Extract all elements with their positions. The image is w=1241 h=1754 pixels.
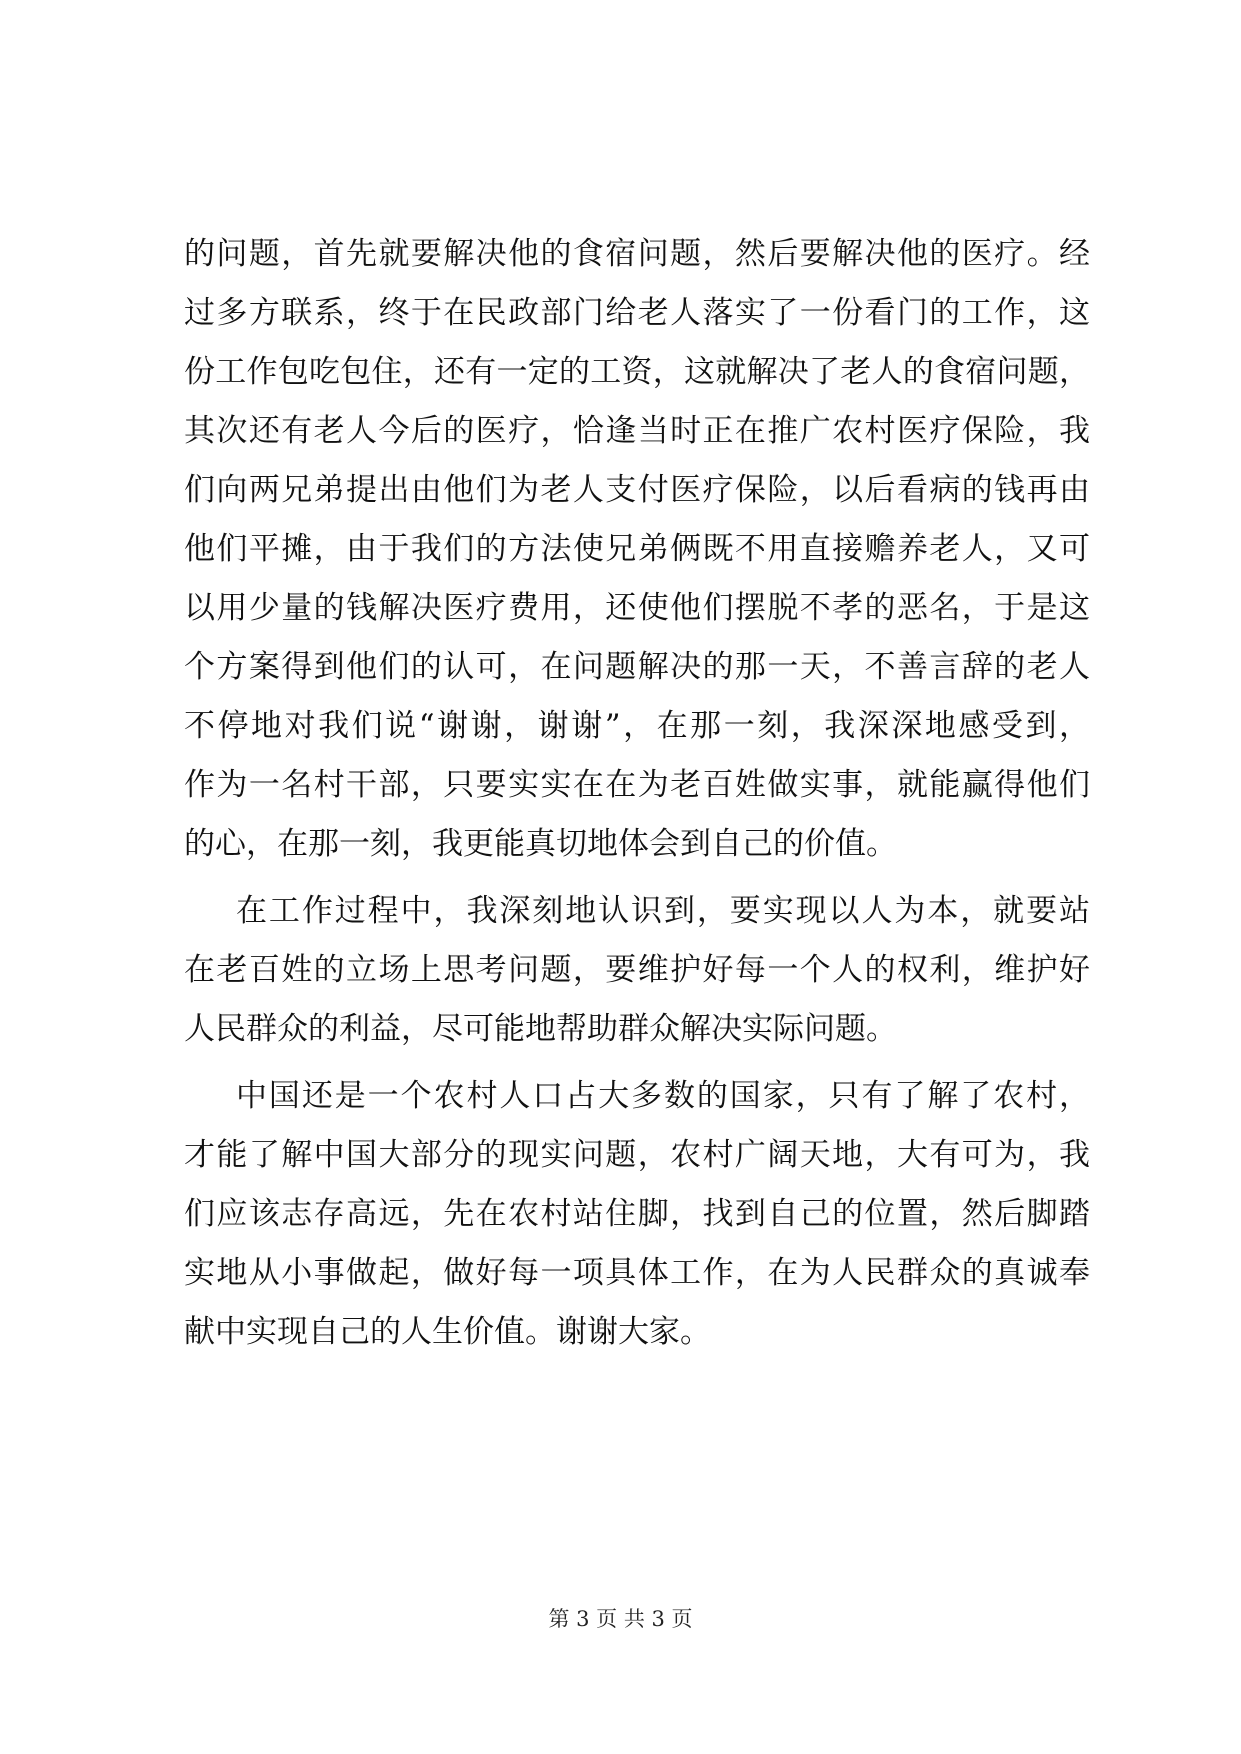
page-number-label: 第 3 页 共 3 页 [548,1607,693,1631]
text-line: 中国还是一个农村人口占大多数的国家，只有了解了农村， [236,1078,1090,1114]
paragraph-gap [184,874,1090,882]
text-line: 作为一名村干部，只要实实在在为老百姓做实事，就能赢得他们 [184,767,1090,803]
text-line: 才能了解中国大部分的现实问题，农村广阔天地，大有可为，我 [184,1137,1090,1173]
text-line: 人民群众的利益，尽可能地帮助群众解决实际问题。 [184,1011,897,1047]
text-line: 份工作包吃包住，还有一定的工资，这就解决了老人的食宿问题， [184,354,1090,390]
text-line: 的心，在那一刻，我更能真切地体会到自己的价值。 [184,826,897,862]
paragraph-3 [184,1067,1090,1362]
paragraph-1 [184,225,1090,874]
paragraph-gap [184,1059,1090,1067]
page-footer [0,1603,1241,1633]
text-line: 在工作过程中，我深刻地认识到，要实现以人为本，就要站 [236,893,1090,929]
text-line: 不停地对我们说“谢谢，谢谢”，在那一刻，我深深地感受到， [184,708,1090,744]
text-line: 以用少量的钱解决医疗费用，还使他们摆脱不孝的恶名，于是这 [184,590,1090,626]
text-line: 实地从小事做起，做好每一项具体工作，在为人民群众的真诚奉 [184,1255,1090,1291]
text-line: 在老百姓的立场上思考问题，要维护好每一个人的权利，维护好 [184,952,1090,988]
text-line: 其次还有老人今后的医疗，恰逢当时正在推广农村医疗保险，我 [184,413,1090,449]
paragraph-2 [184,882,1090,1059]
text-line: 献中实现自己的人生价值。谢谢大家。 [184,1314,711,1350]
text-line: 们向两兄弟提出由他们为老人支付医疗保险，以后看病的钱再由 [184,472,1090,508]
text-line: 们应该志存高远，先在农村站住脚，找到自己的位置，然后脚踏 [184,1196,1090,1232]
text-line: 个方案得到他们的认可，在问题解决的那一天，不善言辞的老人 [184,649,1090,685]
document-body [184,225,1090,1362]
text-line: 他们平摊，由于我们的方法使兄弟俩既不用直接赡养老人，又可 [184,531,1090,567]
text-line: 过多方联系，终于在民政部门给老人落实了一份看门的工作，这 [184,295,1090,331]
text-line: 的问题，首先就要解决他的食宿问题，然后要解决他的医疗。经 [184,236,1090,272]
